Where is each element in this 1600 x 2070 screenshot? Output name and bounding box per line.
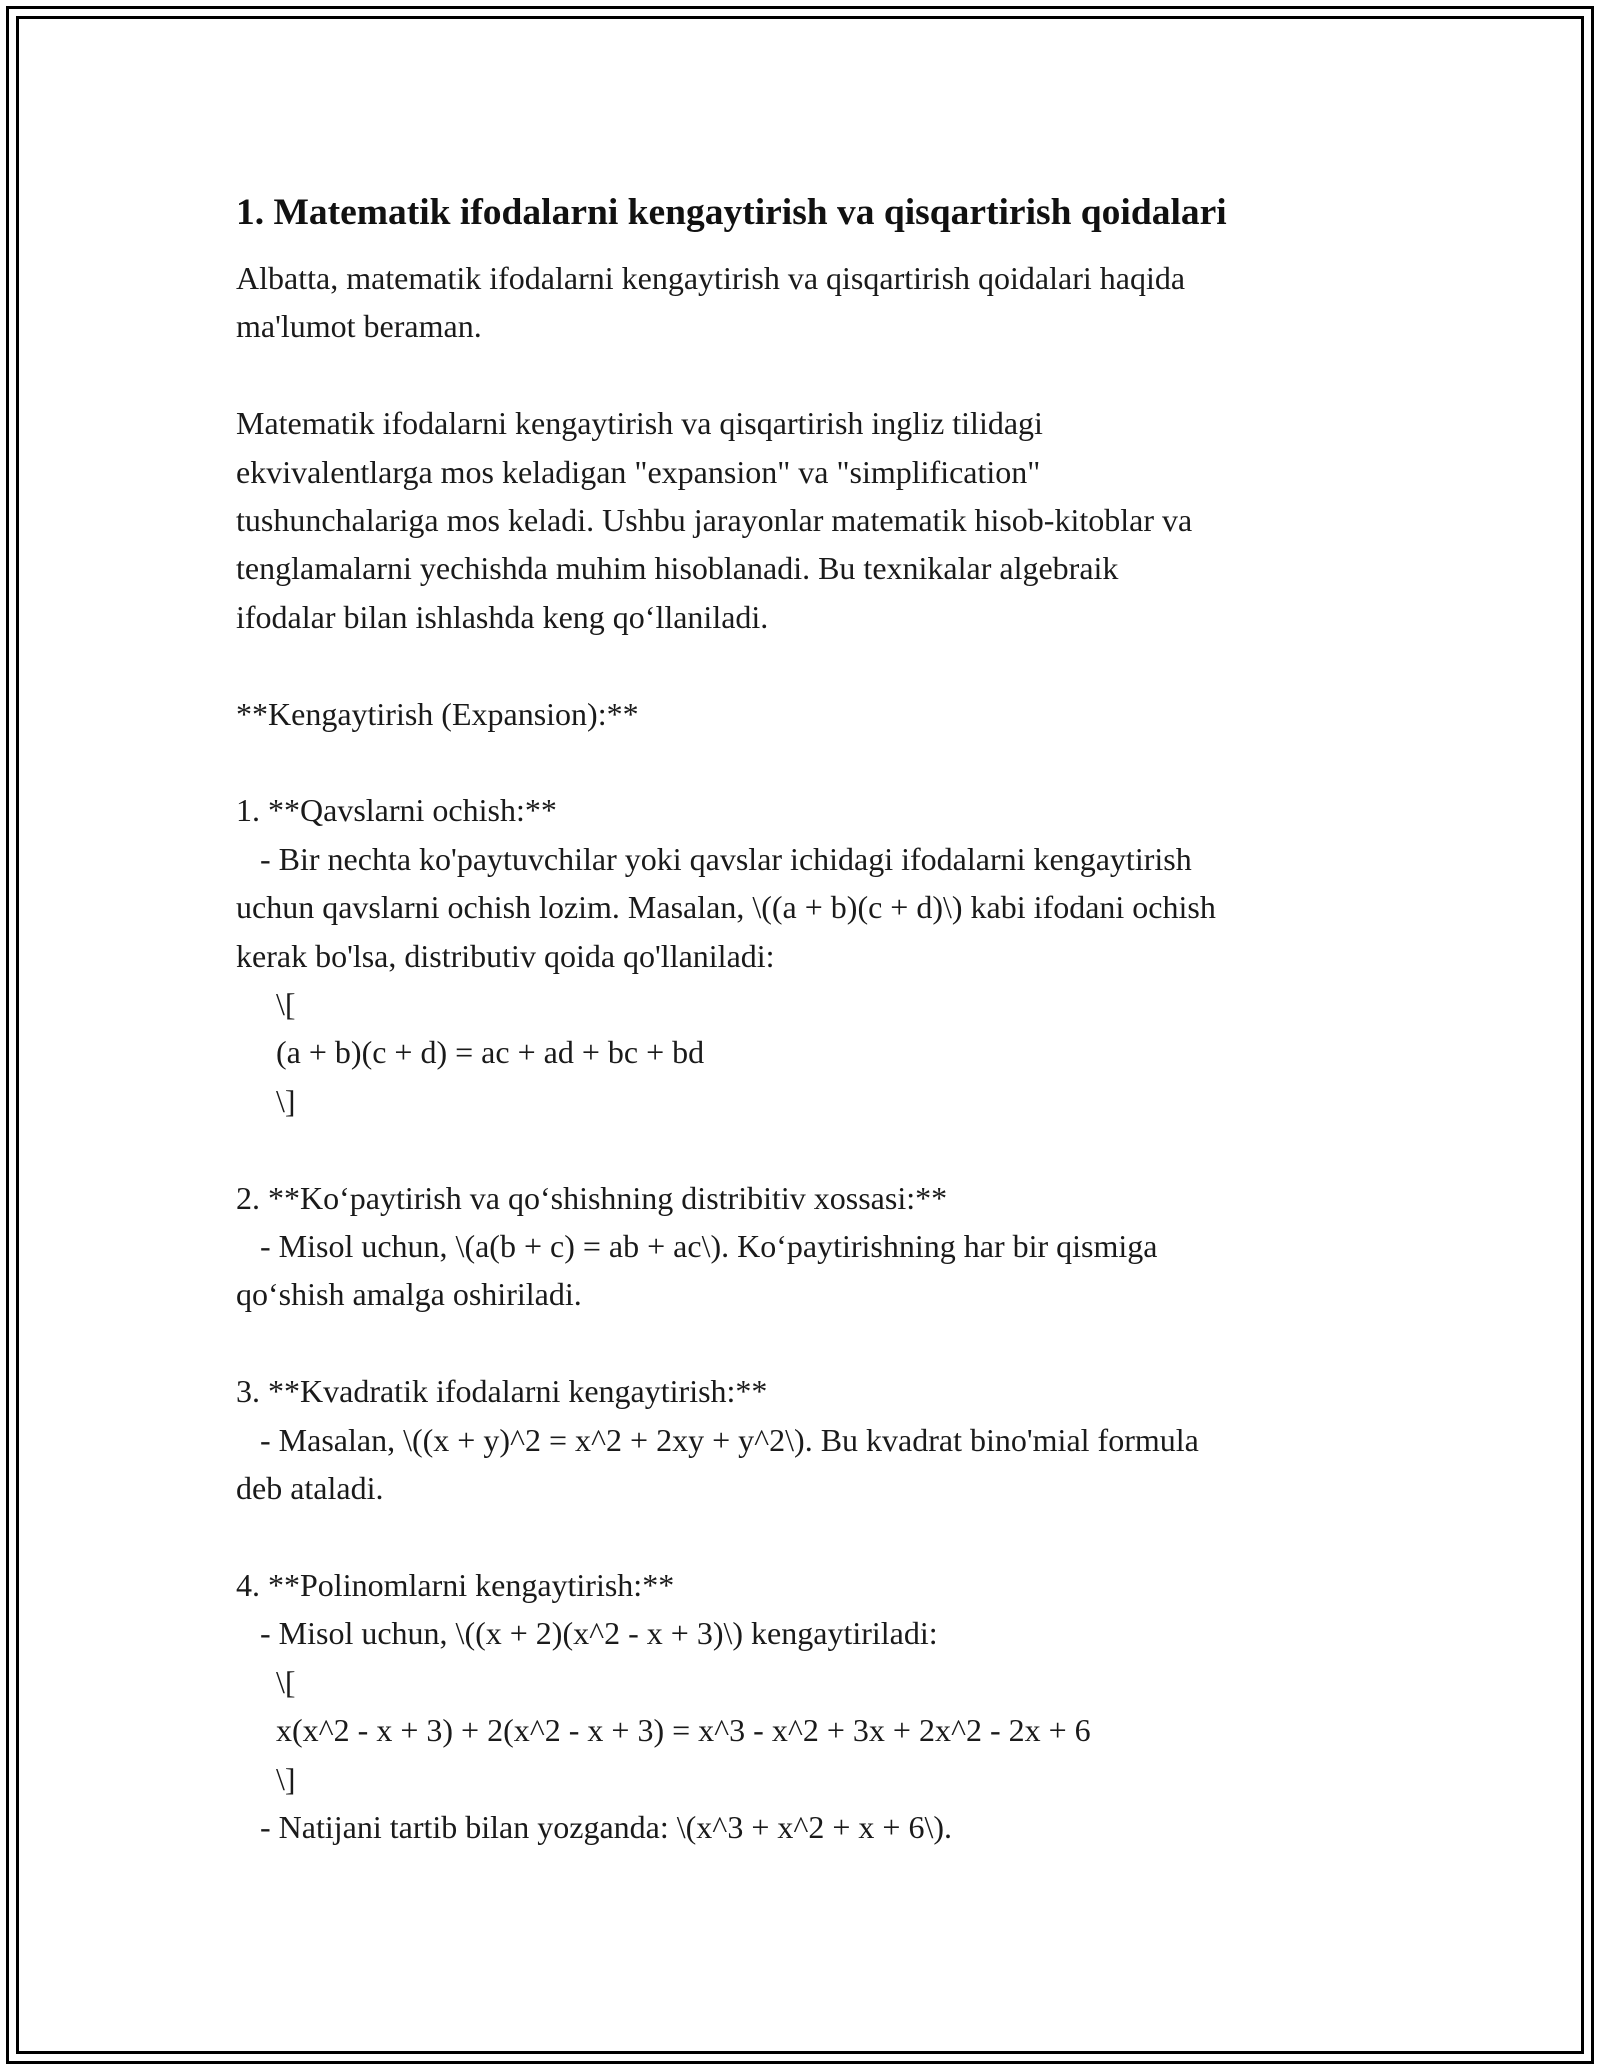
list-item-heading: 4. **Polinomlarni kengaytirish:** xyxy=(236,1566,675,1603)
blank-line xyxy=(236,738,1376,786)
formula-line: (a + b)(c + d) = ac + ad + bc + bd xyxy=(236,1034,705,1071)
text-line: ifodalar bilan ishlashda keng qo‘llaniladi. xyxy=(236,598,769,635)
text-line: - Misol uchun, \((x + 2)(x^2 - x + 3)\) kengaytiriladi: xyxy=(236,1615,938,1652)
text-line: deb ataladi. xyxy=(236,1470,384,1507)
text-line: tushunchalariga mos keladi. Ushbu jarayonlar matematik hisob-kitoblar va xyxy=(236,502,1193,539)
text-line: - Misol uchun, \(a(b + c) = ab + ac\). Ko‘paytirishning har bir qismiga xyxy=(236,1228,1158,1265)
text-line: - Masalan, \((x + y)^2 = x^2 + 2xy + y^2\). Bu kvadrat bino'mial formula xyxy=(236,1421,1199,1458)
formula-line: \[ xyxy=(236,1663,296,1700)
formula-line: \[ xyxy=(236,986,296,1023)
text-line: kerak bo'lsa, distributiv qoida qo'llaniladi: xyxy=(236,937,775,974)
document-title: 1. Matematik ifodalarni kengaytirish va qisqartirish qoidalari xyxy=(236,192,1227,233)
text-line: uchun qavslarni ochish lozim. Masalan, \((a + b)(c + d)\) kabi ifodani ochish xyxy=(236,889,1216,926)
formula-line: \] xyxy=(236,1082,296,1119)
blank-line xyxy=(236,351,1376,399)
text-line: - Natijani tartib bilan yozganda: \(x^3 + x^2 + x + 6\). xyxy=(236,1808,953,1845)
text-line: ma'lumot beraman. xyxy=(236,308,482,345)
blank-line xyxy=(236,1319,1376,1367)
section-heading: **Kengaytirish (Expansion):** xyxy=(236,695,639,732)
blank-line xyxy=(236,1125,1376,1173)
text-line: tenglamalarni yechishda muhim hisoblanadi. Bu texnikalar algebraik xyxy=(236,550,1119,587)
document-body xyxy=(236,184,1376,1851)
blank-line xyxy=(236,1512,1376,1560)
list-item-heading: 2. **Ko‘paytirish va qo‘shishning distribitiv xossasi:** xyxy=(236,1179,948,1216)
blank-line xyxy=(236,641,1376,689)
list-item-heading: 1. **Qavslarni ochish:** xyxy=(236,792,557,829)
text-line: Matematik ifodalarni kengaytirish va qisqartirish ingliz tilidagi xyxy=(236,405,1043,442)
text-line: - Bir nechta ko'paytuvchilar yoki qavslar ichidagi ifodalarni kengaytirish xyxy=(236,840,1192,877)
text-line: ekvivalentlarga mos keladigan "expansion" va "simplification" xyxy=(236,453,1041,490)
formula-line: x(x^2 - x + 3) + 2(x^2 - x + 3) = x^3 - x^2 + 3x + 2x^2 - 2x + 6 xyxy=(236,1712,1091,1749)
list-item-heading: 3. **Kvadratik ifodalarni kengaytirish:** xyxy=(236,1373,768,1410)
formula-line: \] xyxy=(236,1760,296,1797)
text-line: Albatta, matematik ifodalarni kengaytirish va qisqartirish qoidalari haqida xyxy=(236,260,1186,296)
document-text xyxy=(236,254,1376,1851)
text-line: qo‘shish amalga oshiriladi. xyxy=(236,1276,582,1313)
